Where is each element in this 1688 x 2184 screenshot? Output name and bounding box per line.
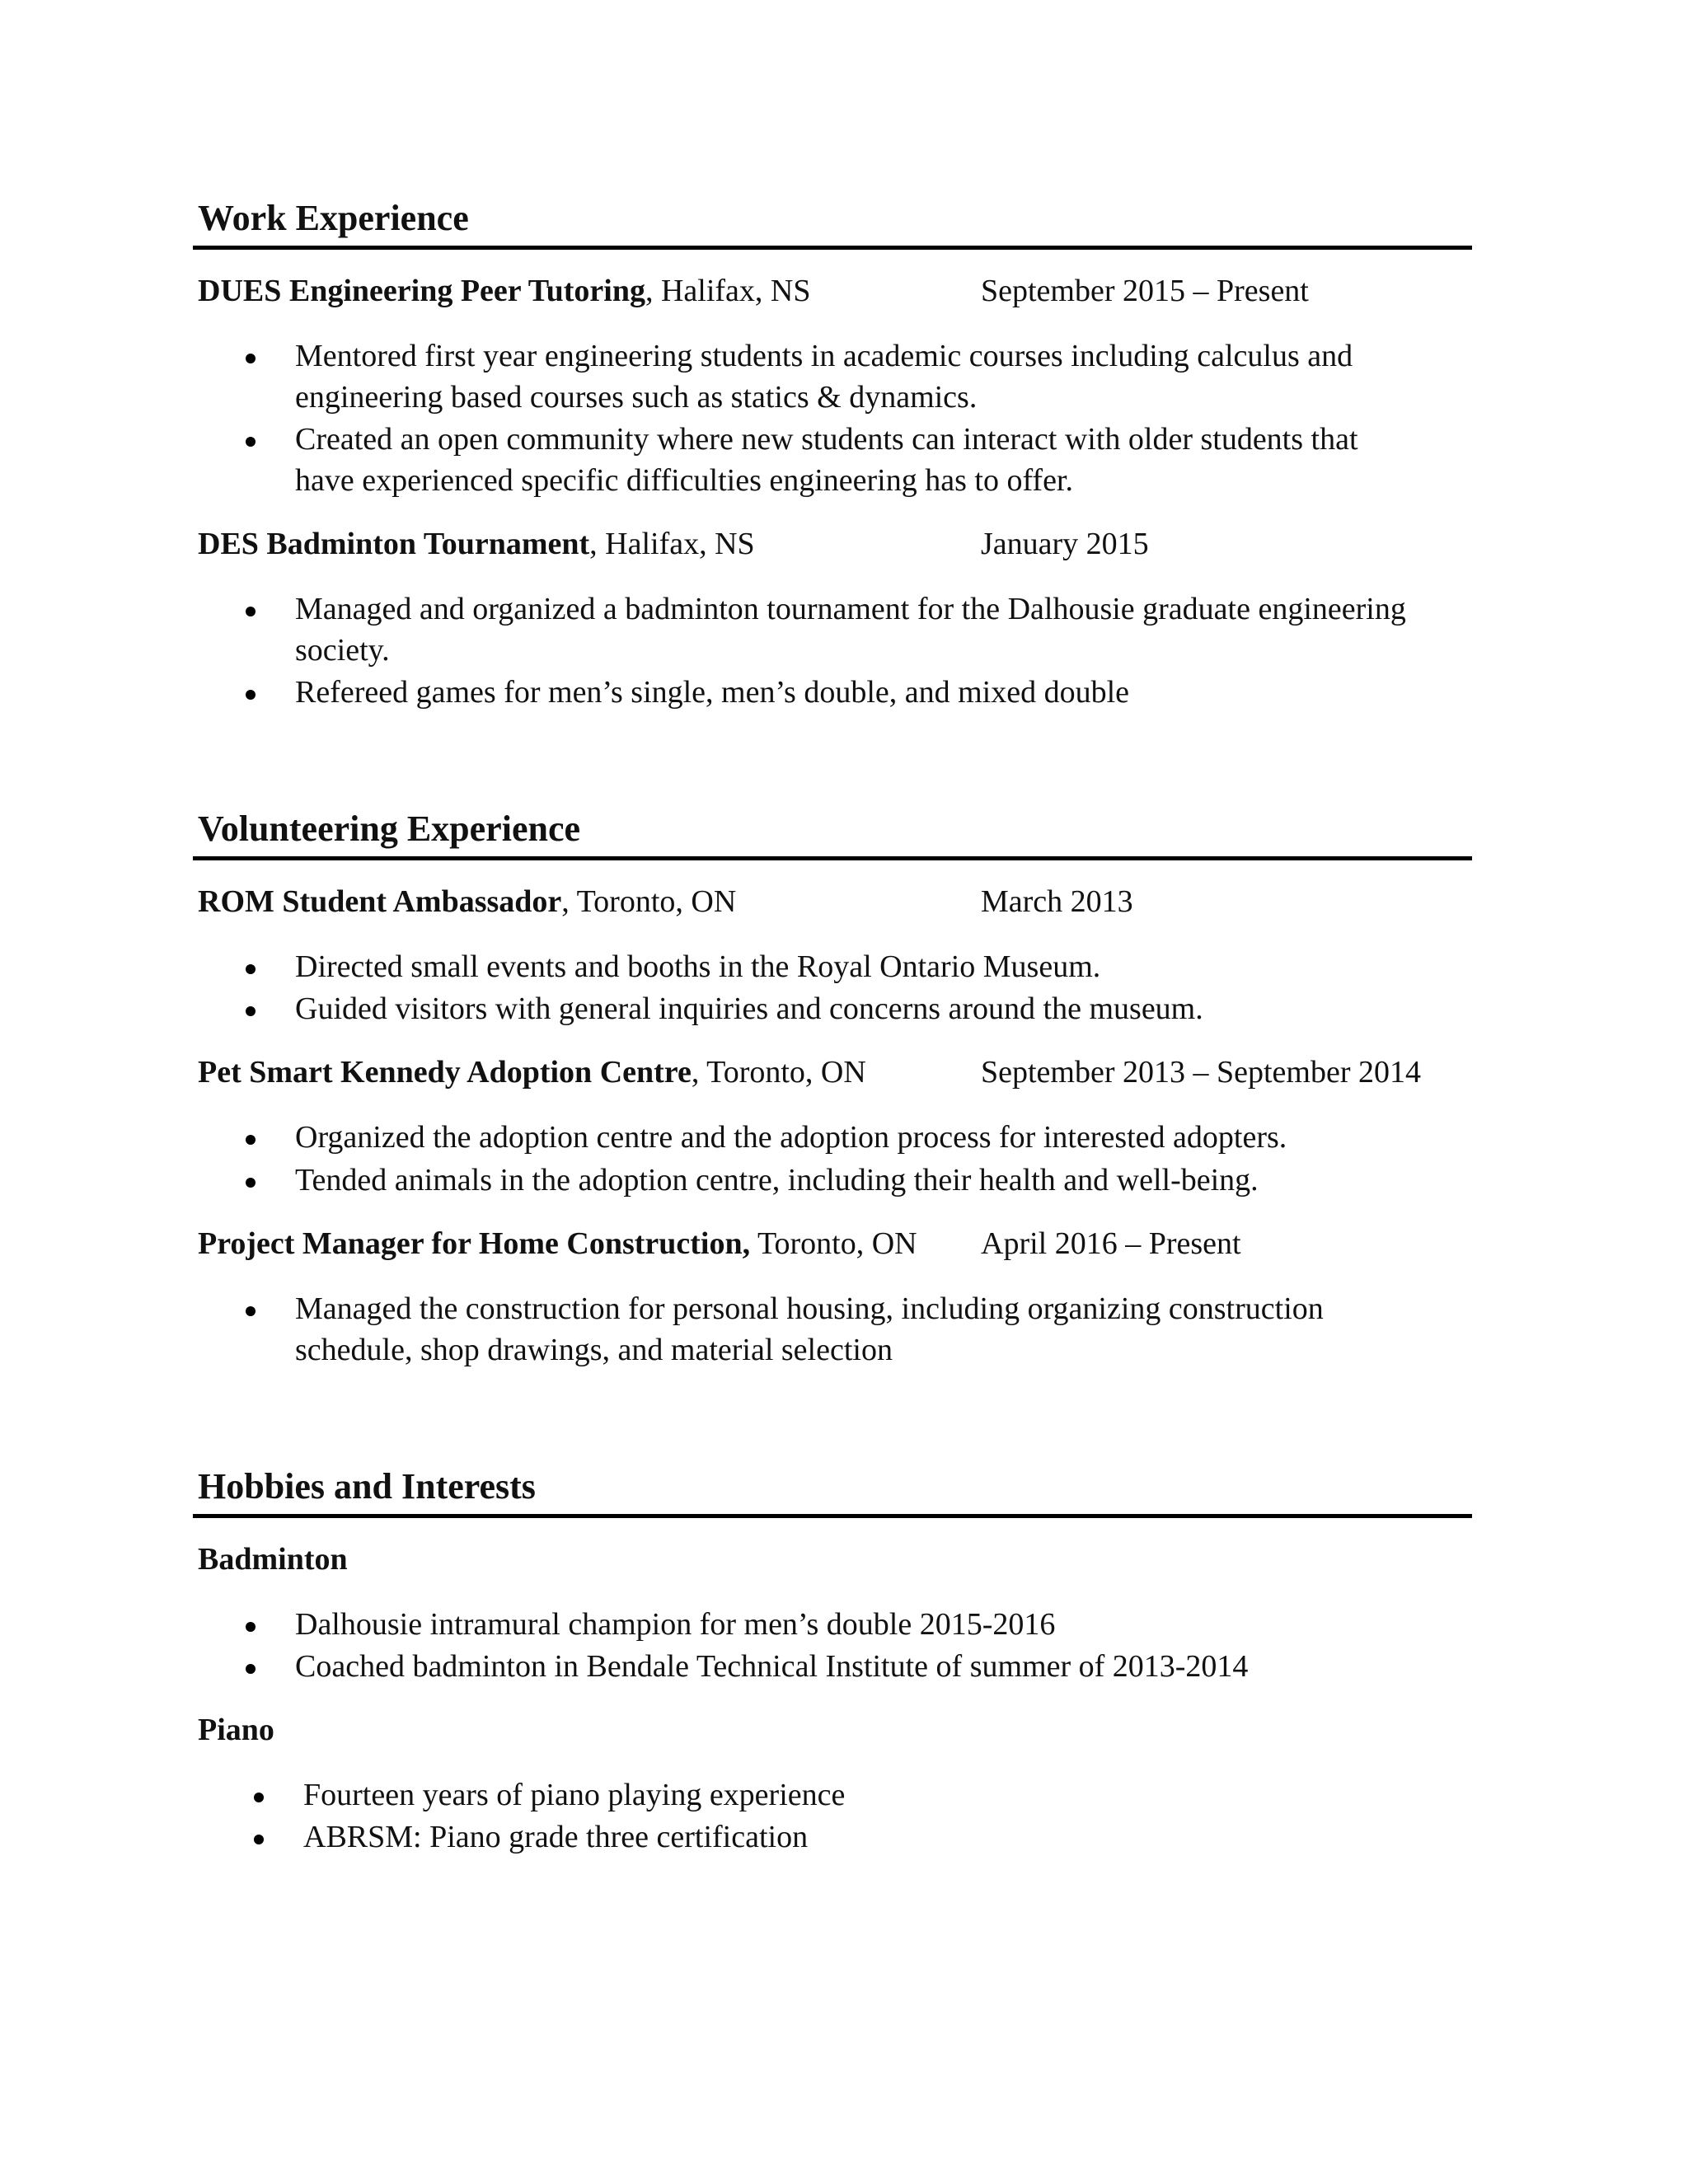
- list-item-text: Tended animals in the adoption centre, including their health and well-being.: [295, 1163, 1259, 1197]
- section-heading-hobbies-and-interests: Hobbies and Interests: [198, 1466, 536, 1507]
- entry-heading: [198, 1226, 917, 1262]
- entry-date: September 2015 – Present: [981, 274, 1309, 308]
- list-item-text: Refereed games for men’s single, men’s double, and mixed double: [295, 675, 1130, 710]
- bullet-icon: [246, 964, 256, 974]
- list-item-text: Managed and organized a badminton tournament for the Dalhousie graduate engineering: [295, 592, 1406, 626]
- list-item-text: Organized the adoption centre and the adoption process for interested adopters.: [295, 1120, 1287, 1155]
- entry-location: , Toronto, ON: [691, 1055, 866, 1090]
- list-item-text: Managed the construction for personal housing, including organizing construction: [295, 1291, 1324, 1326]
- entry-date: March 2013: [981, 884, 1133, 919]
- list-item-text: Dalhousie intramural champion for men’s double 2015-2016: [295, 1607, 1056, 1642]
- list-item-text: Guided visitors with general inquiries and concerns around the museum.: [295, 991, 1203, 1026]
- bullet-icon: [246, 1306, 256, 1316]
- list-item-text: engineering based courses such as statics & dynamics.: [295, 380, 978, 415]
- entry-organization: ROM Student Ambassador: [198, 884, 562, 919]
- bullet-icon: [254, 1793, 264, 1802]
- bullet-icon: [246, 1664, 256, 1674]
- list-item-text: Mentored first year engineering students in academic courses including calculus and: [295, 339, 1353, 373]
- list-item-text: society.: [295, 633, 390, 668]
- section-rule: [193, 246, 1472, 250]
- list-item-text: Directed small events and booths in the Royal Ontario Museum.: [295, 949, 1101, 984]
- entry-organization: DES Badminton Tournament: [198, 527, 590, 561]
- entry-organization: Badminton: [198, 1542, 348, 1577]
- list-item-text: Fourteen years of piano playing experience: [303, 1778, 846, 1812]
- entry-location: , Toronto, ON: [561, 884, 737, 919]
- bullet-icon: [246, 1178, 256, 1188]
- bullet-icon: [246, 1135, 256, 1145]
- entry-date: September 2013 – September 2014: [981, 1055, 1422, 1090]
- list-item-text: have experienced specific difficulties engineering has to offer.: [295, 463, 1073, 498]
- bullet-icon: [246, 1622, 256, 1632]
- entry-location: , Halifax, NS: [645, 274, 811, 308]
- entry-heading: [198, 273, 811, 309]
- list-item-text: Coached badminton in Bendale Technical Institute of summer of 2013-2014: [295, 1649, 1249, 1684]
- section-heading-work-experience: Work Experience: [198, 198, 469, 238]
- entry-heading: [198, 526, 755, 562]
- entry-heading: [198, 883, 736, 920]
- list-item-text: schedule, shop drawings, and material selection: [295, 1333, 893, 1367]
- entry-organization: Pet Smart Kennedy Adoption Centre: [198, 1055, 692, 1090]
- bullet-icon: [246, 354, 256, 363]
- entry-heading: [198, 1054, 866, 1090]
- entry-location: Toronto, ON: [750, 1226, 917, 1261]
- bullet-icon: [246, 437, 256, 447]
- section-rule: [193, 856, 1472, 860]
- entry-organization: Project Manager for Home Construction,: [198, 1226, 751, 1261]
- bullet-icon: [246, 1006, 256, 1016]
- entry-date: January 2015: [981, 527, 1149, 561]
- bullet-icon: [254, 1835, 264, 1844]
- list-item-text: Created an open community where new students can interact with older students that: [295, 422, 1358, 457]
- bullet-icon: [246, 607, 256, 616]
- entry-date: April 2016 – Present: [981, 1226, 1241, 1261]
- bullet-icon: [246, 690, 256, 700]
- entry-organization: DUES Engineering Peer Tutoring: [198, 274, 645, 308]
- entry-location: , Halifax, NS: [589, 527, 755, 561]
- entry-organization: Piano: [198, 1713, 274, 1747]
- section-rule: [193, 1514, 1472, 1518]
- list-item-text: ABRSM: Piano grade three certification: [303, 1820, 809, 1854]
- section-heading-volunteering-experience: Volunteering Experience: [198, 808, 580, 849]
